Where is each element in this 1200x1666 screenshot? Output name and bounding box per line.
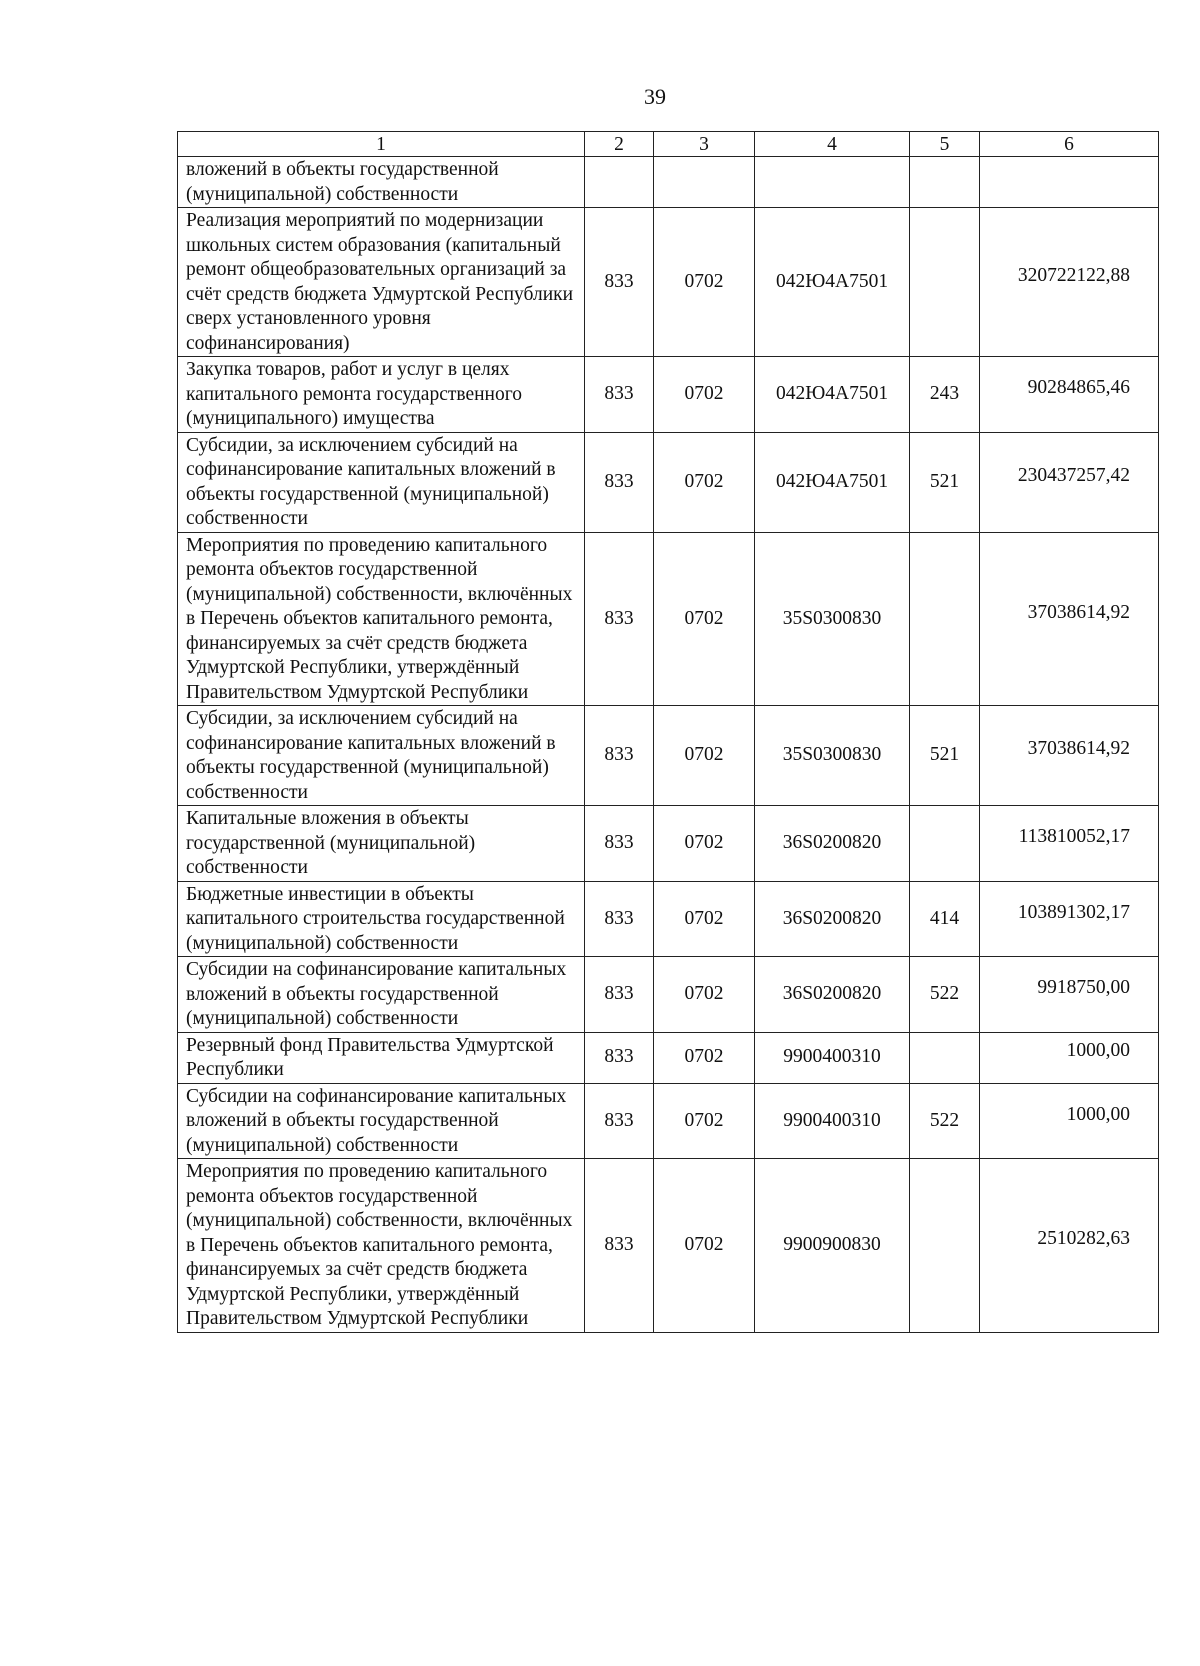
row-amount bbox=[980, 432, 1159, 532]
row-name: вложений в объекты государственной (муниципальной) собственности bbox=[178, 157, 585, 208]
table-row bbox=[178, 706, 1159, 806]
row-section: 0702 bbox=[654, 806, 755, 882]
row-vr bbox=[910, 1032, 980, 1083]
row-amount-value: 103891302,17 bbox=[1017, 901, 1130, 923]
row-grbs: 833 bbox=[585, 432, 654, 532]
row-amount bbox=[980, 1083, 1159, 1159]
row-section: 0702 bbox=[654, 881, 755, 957]
row-amount bbox=[980, 806, 1159, 882]
row-section: 0702 bbox=[654, 1159, 755, 1333]
row-amount bbox=[980, 706, 1159, 806]
row-target: 35S0300830 bbox=[755, 532, 910, 706]
table-row bbox=[178, 806, 1159, 882]
row-grbs: 833 bbox=[585, 1159, 654, 1333]
row-section: 0702 bbox=[654, 532, 755, 706]
row-grbs: 833 bbox=[585, 208, 654, 357]
row-amount bbox=[980, 881, 1159, 957]
row-grbs bbox=[585, 157, 654, 208]
row-amount bbox=[980, 957, 1159, 1033]
table-row bbox=[178, 357, 1159, 433]
row-amount-value: 9918750,00 bbox=[1037, 977, 1130, 998]
row-amount-value: 1000,00 bbox=[1066, 1103, 1130, 1125]
row-amount bbox=[980, 357, 1159, 433]
row-grbs: 833 bbox=[585, 706, 654, 806]
page-number: 39 bbox=[644, 84, 666, 109]
row-vr: 522 bbox=[910, 1083, 980, 1159]
row-target: 042Ю4А7501 bbox=[755, 208, 910, 357]
row-grbs: 833 bbox=[585, 1032, 654, 1083]
table-row bbox=[178, 1032, 1159, 1083]
row-name: Мероприятия по проведению капитального ремонта объектов государственной (муниципальной) собственности, включённых в Перечень объектов капитального ремонта, финансируемых за счёт средств бюджета Удмуртской Республики, утверждённый Правительством Удмуртской Республики bbox=[178, 1159, 585, 1333]
row-amount-value: 320722122,88 bbox=[1017, 264, 1130, 286]
row-target: 042Ю4А7501 bbox=[755, 357, 910, 433]
row-name: Закупка товаров, работ и услуг в целях капитального ремонта государственного (муниципального) имущества bbox=[178, 357, 585, 433]
row-grbs: 833 bbox=[585, 806, 654, 882]
table-header-row bbox=[178, 132, 1159, 157]
row-target: 36S0200820 bbox=[755, 957, 910, 1033]
row-target bbox=[755, 157, 910, 208]
row-target: 35S0300830 bbox=[755, 706, 910, 806]
table-row bbox=[178, 532, 1159, 706]
row-amount-value: 230437257,42 bbox=[1017, 464, 1130, 486]
budget-table bbox=[177, 131, 1159, 1333]
row-grbs: 833 bbox=[585, 957, 654, 1033]
row-name: Субсидии, за исключением субсидий на софинансирование капитальных вложений в объекты государственной (муниципальной) собственности bbox=[178, 706, 585, 806]
row-name: Реализация мероприятий по модернизации школьных систем образования (капитальный ремонт общеобразовательных организаций за счёт средств бюджета Удмуртской Республики сверх установленного уровня софинансирования) bbox=[178, 208, 585, 357]
table-row bbox=[178, 957, 1159, 1033]
row-section: 0702 bbox=[654, 1032, 755, 1083]
row-vr bbox=[910, 1159, 980, 1333]
header-col-6: 6 bbox=[980, 132, 1159, 157]
row-name: Мероприятия по проведению капитального ремонта объектов государственной (муниципальной) собственности, включённых в Перечень объектов капитального ремонта, финансируемых за счёт средств бюджета Удмуртской Республики, утверждённый Правительством Удмуртской Республики bbox=[178, 532, 585, 706]
row-vr: 522 bbox=[910, 957, 980, 1033]
row-amount-value: 1000,00 bbox=[1066, 1040, 1130, 1062]
header-col-2: 2 bbox=[585, 132, 654, 157]
row-vr bbox=[910, 208, 980, 357]
row-amount-value: 37038614,92 bbox=[1027, 601, 1130, 623]
row-vr bbox=[910, 157, 980, 208]
row-target: 9900400310 bbox=[755, 1083, 910, 1159]
row-grbs: 833 bbox=[585, 532, 654, 706]
row-section: 0702 bbox=[654, 432, 755, 532]
table-row bbox=[178, 157, 1159, 208]
row-section: 0702 bbox=[654, 957, 755, 1033]
row-amount bbox=[980, 1159, 1159, 1333]
row-name: Субсидии, за исключением субсидий на софинансирование капитальных вложений в объекты государственной (муниципальной) собственности bbox=[178, 432, 585, 532]
table-row bbox=[178, 208, 1159, 357]
row-target: 9900900830 bbox=[755, 1159, 910, 1333]
row-amount-value: 113810052,17 bbox=[1018, 826, 1130, 847]
row-target: 042Ю4А7501 bbox=[755, 432, 910, 532]
row-vr: 414 bbox=[910, 881, 980, 957]
row-name: Субсидии на софинансирование капитальных вложений в объекты государственной (муниципальной) собственности bbox=[178, 957, 585, 1033]
row-section bbox=[654, 157, 755, 208]
row-amount bbox=[980, 1032, 1159, 1083]
header-col-4: 4 bbox=[755, 132, 910, 157]
row-amount bbox=[980, 208, 1159, 357]
row-amount-value: 2510282,63 bbox=[1037, 1228, 1130, 1249]
row-amount bbox=[980, 157, 1159, 208]
row-vr: 521 bbox=[910, 432, 980, 532]
row-grbs: 833 bbox=[585, 881, 654, 957]
row-target: 9900400310 bbox=[755, 1032, 910, 1083]
header-col-1: 1 bbox=[178, 132, 585, 157]
row-name: Резервный фонд Правительства Удмуртской Республики bbox=[178, 1032, 585, 1083]
header-col-3: 3 bbox=[654, 132, 755, 157]
row-section: 0702 bbox=[654, 1083, 755, 1159]
table-row bbox=[178, 881, 1159, 957]
table-row bbox=[178, 1083, 1159, 1159]
row-amount-value: 37038614,92 bbox=[1027, 738, 1130, 760]
row-name: Капитальные вложения в объекты государственной (муниципальной) собственности bbox=[178, 806, 585, 882]
row-section: 0702 bbox=[654, 357, 755, 433]
row-section: 0702 bbox=[654, 208, 755, 357]
row-section: 0702 bbox=[654, 706, 755, 806]
row-target: 36S0200820 bbox=[755, 881, 910, 957]
row-amount bbox=[980, 532, 1159, 706]
row-grbs: 833 bbox=[585, 357, 654, 433]
row-vr bbox=[910, 806, 980, 882]
row-name: Бюджетные инвестиции в объекты капитального строительства государственной (муниципальной) собственности bbox=[178, 881, 585, 957]
row-vr: 243 bbox=[910, 357, 980, 433]
row-grbs: 833 bbox=[585, 1083, 654, 1159]
row-target: 36S0200820 bbox=[755, 806, 910, 882]
table-row bbox=[178, 1159, 1159, 1333]
table-row bbox=[178, 432, 1159, 532]
row-name: Субсидии на софинансирование капитальных вложений в объекты государственной (муниципальной) собственности bbox=[178, 1083, 585, 1159]
row-amount-value: 90284865,46 bbox=[1027, 377, 1130, 398]
row-vr: 521 bbox=[910, 706, 980, 806]
row-vr bbox=[910, 532, 980, 706]
header-col-5: 5 bbox=[910, 132, 980, 157]
